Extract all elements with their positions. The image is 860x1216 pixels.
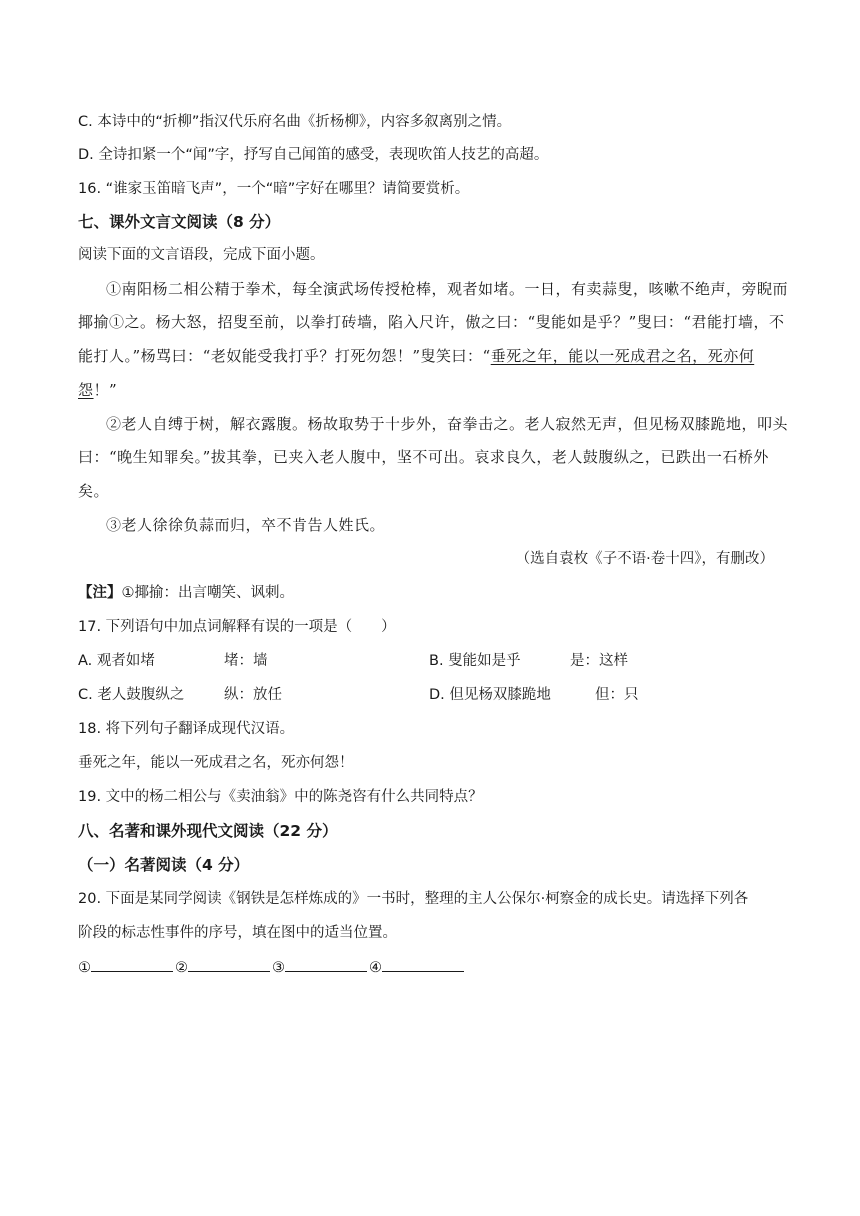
passage-p2-line2: 曰：“晚生知罪矣。”拔其拳，已夹入老人腹中，坚不可出。哀求良久，老人鼓腹纵之，已跌出一石桥外 xyxy=(78,448,769,466)
passage-p3-line1: ③老人徐徐负蒜而归，卒不肯告人姓氏。 xyxy=(106,516,386,534)
underlined-sentence-part1: 垂死之年，能以一死成君之名，死亦何 xyxy=(490,347,755,365)
question-18-sentence: 垂死之年，能以一死成君之名，死亦何怨！ xyxy=(78,755,354,771)
q17-option-b-text: B. 叟能如是乎 xyxy=(429,653,521,669)
question-20-line2: 阶段的标志性事件的序号，填在图中的适当位置。 xyxy=(78,925,397,941)
blank-label-2: ② xyxy=(175,960,188,976)
question-17-stem: 17. 下列语句中加点词解释有误的一项是（ ） xyxy=(78,619,396,635)
passage-p2-line1: ②老人自缚于树，解衣露腹。杨故取势于十步外，奋拳击之。老人寂然无声，但见杨双膝跪地，叩头 xyxy=(106,415,789,433)
underlined-sentence-part2: 怨 xyxy=(78,381,94,399)
q17-option-d-text: D. 但见杨双膝跪地 xyxy=(429,687,551,703)
passage-p2-line3: 矣。 xyxy=(78,482,110,500)
section-8-title: 八、名著和课外现代文阅读（22 分） xyxy=(78,822,338,840)
answer-blanks xyxy=(78,957,780,978)
annotation-text: ①揶揄：出言嘲笑、讽刺。 xyxy=(121,585,294,601)
blank-label-4: ④ xyxy=(369,960,382,976)
q17-option-c xyxy=(78,685,282,705)
q17-option-d-gloss: 但：只 xyxy=(595,687,639,703)
q17-option-c-text: C. 老人鼓腹纵之 xyxy=(78,687,185,703)
q17-option-a-gloss: 堵：墙 xyxy=(224,653,268,669)
answer-blank-4[interactable] xyxy=(382,957,464,972)
blank-label-1: ① xyxy=(78,960,91,976)
section-7-title: 七、课外文言文阅读（8 分） xyxy=(78,213,281,231)
passage-p1-line3 xyxy=(78,346,780,366)
answer-blank-1[interactable] xyxy=(91,957,173,972)
passage-p1-line4 xyxy=(78,380,780,400)
subsection-1-title: （一）名著阅读（4 分） xyxy=(78,856,250,874)
q17-option-d xyxy=(429,685,639,705)
passage-p1-line1: ①南阳杨二相公精于拳术，每全演武场传授枪棒，观者如堵。一日，有卖蒜叟，咳嗽不绝声，旁睨而 xyxy=(106,280,789,298)
passage-source: （选自袁枚《子不语·卷十四》，有删改） xyxy=(515,551,774,567)
q17-option-b-gloss: 是：这样 xyxy=(570,653,628,669)
q17-option-c-gloss: 纵：放任 xyxy=(224,687,282,703)
passage-p1-line4-end: ！” xyxy=(93,381,118,399)
annotation xyxy=(78,583,780,603)
q15-option-c: C. 本诗中的“折柳”指汉代乐府名曲《折杨柳》，内容多叙离别之情。 xyxy=(78,114,512,130)
annotation-label: 【注】 xyxy=(78,585,122,601)
question-18-stem: 18. 将下列句子翻译成现代汉语。 xyxy=(78,721,295,737)
q17-option-b xyxy=(429,651,628,671)
section-7-intro: 阅读下面的文言语段，完成下面小题。 xyxy=(78,247,325,263)
blank-label-3: ③ xyxy=(272,960,285,976)
answer-blank-2[interactable] xyxy=(188,957,270,972)
q17-option-a xyxy=(78,651,268,671)
question-16: 16. “谁家玉笛暗飞声”，一个“暗”字好在哪里？请简要赏析。 xyxy=(78,181,470,197)
question-20-line1: 20. 下面是某同学阅读《钢铁是怎样炼成的》一书时，整理的主人公保尔·柯察金的成长史。请选择下列各 xyxy=(78,891,749,907)
question-19: 19. 文中的杨二相公与《卖油翁》中的陈尧咨有什么共同特点？ xyxy=(78,789,483,805)
q15-option-d: D. 全诗扣紧一个“闻”字，抒写自己闻笛的感受，表现吹笛人技艺的高超。 xyxy=(78,147,549,163)
passage-p1-line2: 揶揄①之。杨大怒，招叟至前，以拳打砖墙，陷入尺许，傲之曰：“叟能如是乎？”叟曰：“君能打墙，不 xyxy=(78,313,785,331)
answer-blank-3[interactable] xyxy=(285,957,367,972)
passage-p1-line3-text: 能打人。”杨骂曰：“老奴能受我打乎？打死勿怨！”叟笑曰：“ xyxy=(78,347,491,365)
q17-option-a-text: A. 观者如堵 xyxy=(78,653,155,669)
